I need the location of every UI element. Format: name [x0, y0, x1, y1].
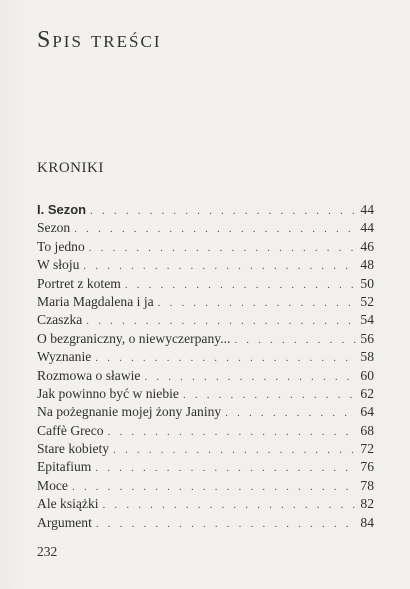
dot-leader [125, 276, 356, 294]
toc-entry-title: Czaszka [37, 312, 83, 328]
toc-entry[interactable] [37, 293, 374, 311]
toc-entry[interactable] [37, 440, 374, 458]
toc-entry-page: 62 [360, 385, 374, 401]
dot-leader [234, 331, 356, 349]
page-number: 232 [37, 544, 58, 559]
toc-entry[interactable] [37, 385, 374, 403]
dot-leader [83, 257, 356, 275]
toc-entry[interactable] [37, 422, 374, 440]
toc-entry[interactable] [37, 367, 374, 385]
toc-entry[interactable] [37, 311, 374, 329]
toc-entry-title: Wyznanie [37, 349, 92, 365]
dot-leader [90, 202, 356, 220]
toc-entry[interactable] [37, 219, 374, 237]
toc-entry[interactable] [37, 348, 374, 366]
toc-entry-title: Na pożegnanie mojej żony Janiny [37, 404, 222, 420]
toc-entry-title: Ale książki [37, 496, 99, 512]
toc-entry-title: Jak powinno być w niebie [37, 385, 179, 401]
dot-leader [72, 478, 356, 496]
toc-entry[interactable] [37, 514, 374, 532]
toc-entry[interactable] [37, 458, 374, 476]
dot-leader [89, 239, 356, 257]
toc-entry-page: 78 [360, 477, 374, 493]
toc-entry[interactable] [37, 403, 374, 421]
dot-leader [95, 349, 356, 367]
toc-entry[interactable] [37, 201, 374, 219]
toc-entry-page: 50 [360, 275, 374, 291]
dot-leader [144, 368, 356, 386]
toc-entry-page: 56 [360, 330, 374, 346]
toc-entry-title: Sezon [37, 220, 71, 236]
toc-entry-page: 44 [360, 220, 374, 236]
toc-entry-title: O bezgraniczny, o niewyczerpany... [37, 330, 231, 346]
toc-entry-page: 48 [360, 257, 374, 273]
dot-leader [96, 515, 356, 533]
toc-entry-page: 52 [360, 293, 374, 309]
toc-entry-page: 84 [360, 514, 374, 530]
toc-entry[interactable] [37, 495, 374, 513]
toc-entry-page: 54 [360, 312, 374, 328]
toc-entry-page: 60 [360, 367, 374, 383]
toc-entry-title: To jedno [37, 238, 85, 254]
page-title: Spis treści [37, 27, 162, 53]
dot-leader [86, 312, 356, 330]
toc-entry-page: 64 [360, 404, 374, 420]
toc-entry[interactable] [37, 256, 374, 274]
toc-entry-title: Stare kobiety [37, 441, 110, 457]
toc-entry-title: Epitafium [37, 459, 92, 475]
toc-entry-title: Portret z kotem [37, 275, 121, 291]
dot-leader [74, 220, 356, 238]
dot-leader [108, 423, 356, 441]
toc-entry-title: Maria Magdalena i ja [37, 293, 154, 309]
toc-entry[interactable] [37, 238, 374, 256]
toc-entry-title: I. Sezon [37, 202, 87, 217]
toc-entry[interactable] [37, 275, 374, 293]
dot-leader [183, 386, 356, 404]
toc-entry-title: Moce [37, 477, 68, 493]
toc-entry[interactable] [37, 330, 374, 348]
toc-entry-page: 44 [360, 202, 374, 217]
toc-entry-page: 76 [360, 459, 374, 475]
toc-entry-page: 46 [360, 238, 374, 254]
toc-entry-title: W słoju [37, 257, 80, 273]
toc-entry-page: 58 [360, 349, 374, 365]
toc-entry-page: 82 [360, 496, 374, 512]
table-of-contents [37, 201, 374, 532]
toc-entry[interactable] [37, 477, 374, 495]
dot-leader [225, 404, 356, 422]
dot-leader [158, 294, 356, 312]
dot-leader [103, 496, 356, 514]
toc-entry-title: Argument [37, 514, 92, 530]
toc-entry-title: Caffè Greco [37, 422, 104, 438]
toc-entry-title: Rozmowa o sławie [37, 367, 141, 383]
dot-leader [113, 441, 356, 459]
toc-entry-page: 72 [360, 441, 374, 457]
section-heading: KRONIKI [37, 160, 104, 176]
dot-leader [95, 459, 356, 477]
toc-entry-page: 68 [360, 422, 374, 438]
